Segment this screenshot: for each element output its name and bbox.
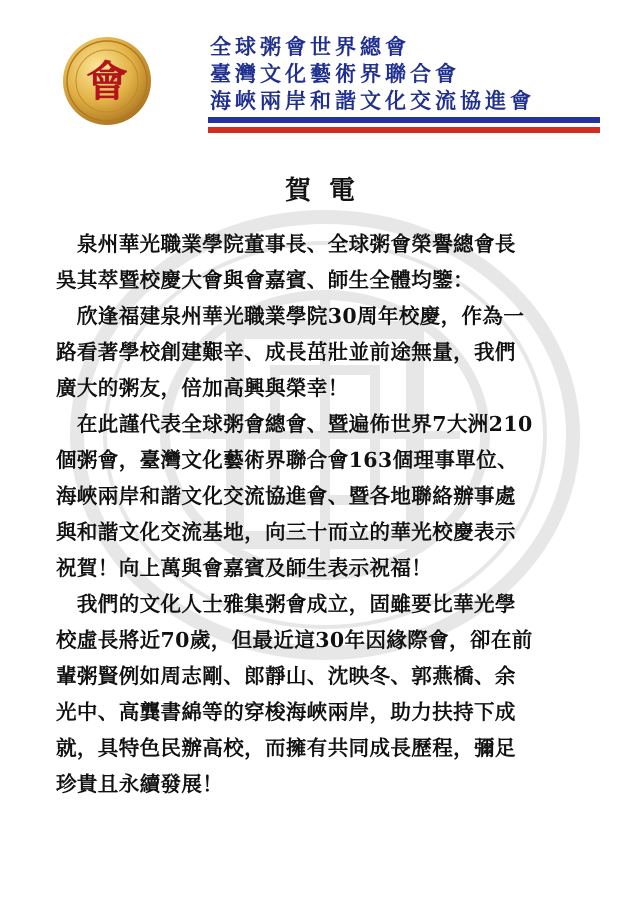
body-line: 光中、高龔書綿等的穿梭海峽兩岸，助力扶持下成: [56, 700, 516, 724]
header-rule-blue: [208, 117, 600, 123]
body-line: 在此謹代表全球粥會總會、暨遍佈世界7大洲210: [56, 412, 533, 436]
document-title: 賀電: [284, 176, 373, 206]
body-line: 廣大的粥友，倍加高興與榮幸！: [56, 376, 349, 400]
organization-list: [210, 34, 535, 115]
body-line: 吳其萃暨校慶大會與會嘉賓、師生全體均鑒：: [56, 268, 474, 292]
body-line: 輩粥賢例如周志剛、郎靜山、沈映冬、郭燕橋、余: [56, 664, 516, 688]
body-line: 路看著學校創建艱辛、成長茁壯並前途無量，我們: [56, 340, 516, 364]
body-line: 個粥會，臺灣文化藝術界聯合會163個理事單位、: [56, 448, 518, 472]
seal-logo-icon: [62, 36, 152, 126]
organization-name: 海峽兩岸和諧文化交流協進會: [210, 89, 535, 113]
body-line: 校虛長將近70歲，但最近這30年因緣際會，卻在前: [56, 628, 533, 652]
body-line: 祝賀！向上萬與會嘉賓及師生表示祝福！: [56, 556, 433, 580]
body-line: 泉州華光職業學院董事長、全球粥會榮譽總會長: [56, 232, 516, 256]
organization-name: 全球粥會世界總會: [210, 35, 410, 59]
body-line: 我們的文化人士雅集粥會成立，固雖要比華光學: [56, 592, 516, 616]
body-line: 就，具特色民辦高校，而擁有共同成長歷程，彌足: [56, 736, 516, 760]
organization-name: 臺灣文化藝術界聯合會: [210, 62, 460, 86]
body-line: 珍貴且永續發展！: [56, 772, 224, 796]
body-line: 與和諧文化交流基地，向三十而立的華光校慶表示: [56, 520, 516, 544]
body-line: 海峽兩岸和諧文化交流協進會、暨各地聯絡辦事處: [56, 484, 516, 508]
header-rule-red: [208, 127, 600, 133]
logo-character: 會: [85, 57, 129, 106]
document-body: [56, 226, 604, 802]
body-line: 欣逢福建泉州華光職業學院30周年校慶，作為一: [56, 304, 525, 328]
